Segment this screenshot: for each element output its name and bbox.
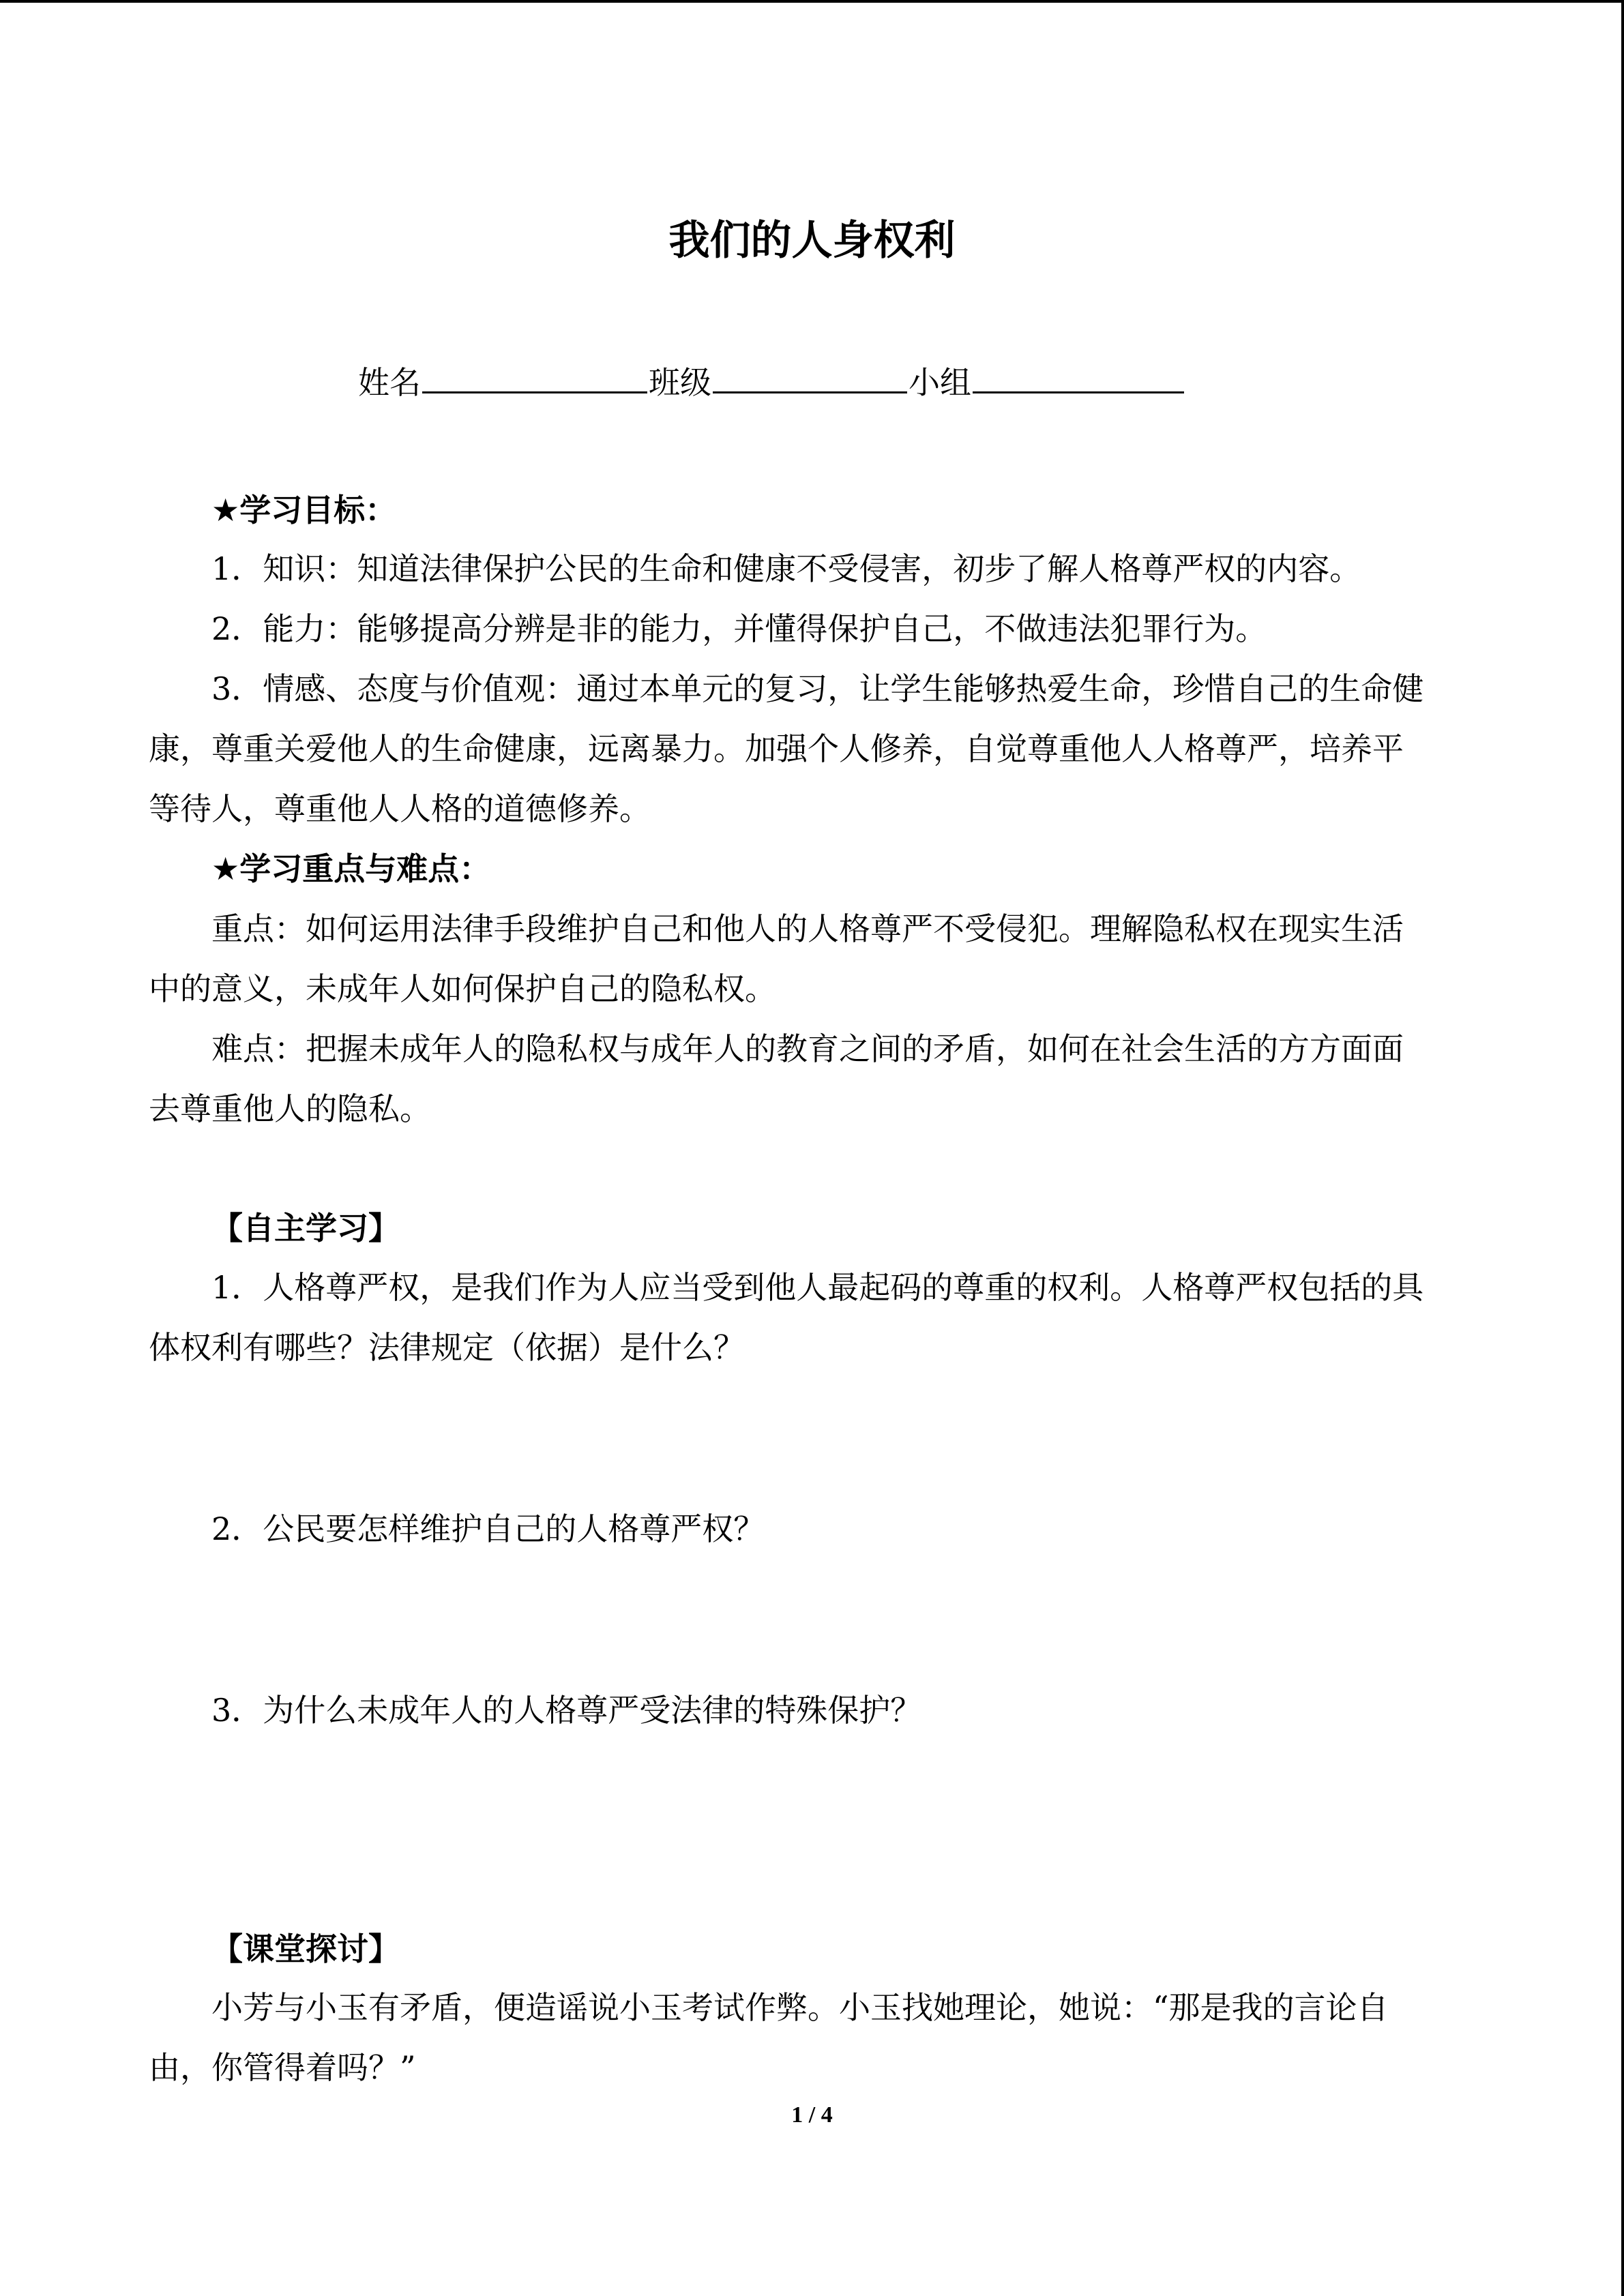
class-label: 班级	[649, 364, 711, 401]
right-border	[1621, 0, 1624, 2296]
question-3: 3．为什么未成年人的人格尊严受法律的特殊保护？	[211, 1692, 922, 1729]
goals-heading: ★学习目标：	[211, 492, 397, 528]
group-label: 小组	[909, 364, 971, 401]
goal-item-attitude-line2: 康，尊重关爱他人的生命健康，远离暴力。加强个人修养，自觉尊重他人人格尊严，培养平	[149, 730, 1404, 767]
keypoints-heading: ★学习重点与难点：	[211, 850, 491, 887]
discussion-heading: 【课堂探讨】	[211, 1930, 400, 1967]
discussion-paragraph-line1: 小芳与小玉有矛盾，便造谣说小玉考试作弊。小玉找她理论，她说：“那是我的言论自	[211, 1989, 1389, 2026]
question-2: 2．公民要怎样维护自己的人格尊严权？	[211, 1510, 765, 1547]
goal-item-knowledge: 1．知识：知道法律保护公民的生命和健康不受侵害，初步了解人格尊严权的内容。	[211, 550, 1361, 587]
page-number: 1 / 4	[791, 2102, 833, 2128]
group-blank[interactable]	[973, 359, 1184, 393]
keypoint-line1: 重点：如何运用法律手段维护自己和他人的人格尊严不受侵犯。理解隐私权在现实生活	[211, 910, 1404, 947]
class-blank[interactable]	[713, 359, 907, 393]
page-title: 我们的人身权利	[668, 217, 956, 265]
question-1-line2: 体权利有哪些？法律规定（依据）是什么？	[149, 1329, 745, 1366]
keypoint-line2: 中的意义，未成年人如何保护自己的隐私权。	[149, 970, 776, 1007]
self-study-heading: 【自主学习】	[211, 1210, 400, 1247]
difficulty-line2: 去尊重他人的隐私。	[149, 1090, 431, 1127]
goal-item-attitude-line3: 等待人，尊重他人人格的道德修养。	[149, 790, 651, 827]
question-1-line1: 1．人格尊严权，是我们作为人应当受到他人最起码的尊重的权利。人格尊严权包括的具	[211, 1269, 1424, 1306]
goal-item-ability: 2．能力：能够提高分辨是非的能力，并懂得保护自己，不做违法犯罪行为。	[211, 610, 1267, 647]
goal-item-attitude-line1: 3．情感、态度与价值观：通过本单元的复习，让学生能够热爱生命，珍惜自己的生命健	[211, 670, 1424, 707]
discussion-paragraph-line2: 由，你管得着吗？”	[149, 2049, 416, 2086]
student-info-row	[358, 358, 1185, 403]
top-border	[0, 0, 1624, 3]
name-blank[interactable]	[422, 359, 647, 393]
name-label: 姓名	[358, 364, 421, 401]
difficulty-line1: 难点：把握未成年人的隐私权与成年人的教育之间的矛盾，如何在社会生活的方方面面	[211, 1030, 1404, 1067]
